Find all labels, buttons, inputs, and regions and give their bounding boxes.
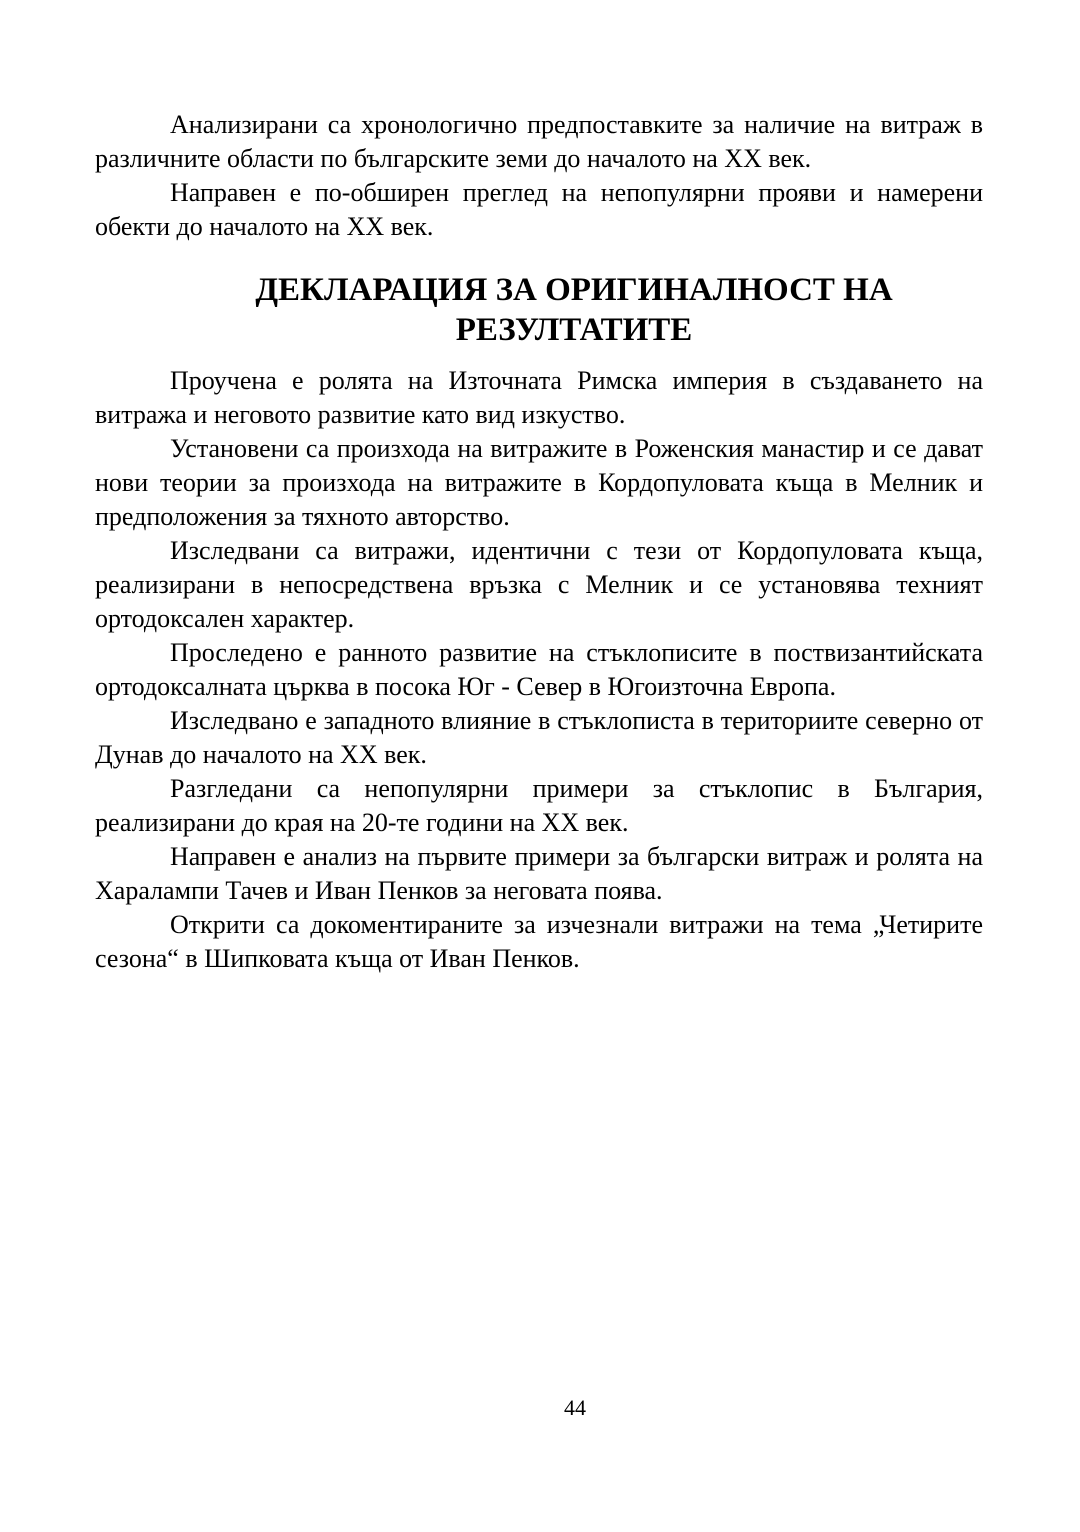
section-paragraph: Изследвани са витражи, идентични с тези от Кордопуловата къща, реализирани в непосредствена връзка с Мелник и се установява техният ортодоксален характер.	[95, 536, 983, 633]
section-heading-line: РЕЗУЛТАТИТЕ	[455, 312, 693, 348]
section-paragraph: Установени са произхода на витражите в Роженския манастир и се дават нови теории за произхода на витражите в Кордопуловата къща в Мелник и предположения за тяхното авторство.	[95, 434, 983, 531]
intro-paragraph: Анализирани са хронологично предпоставките за наличие на витраж в различните области по българските земи до началото на XX век.	[95, 110, 983, 173]
section-paragraph: Проследено е ранното развитие на стъклописите в поствизантийската ортодоксалната църква в посока Юг - Север в Югоизточна Европа.	[95, 638, 983, 701]
page-number: 44	[564, 1395, 586, 1420]
section-paragraph: Изследвано е западното влияние в стъклописта в териториите северно от Дунав до началото на XX век.	[95, 706, 983, 769]
intro-paragraph: Направен е по-обширен преглед на непопулярни прояви и намерени обекти до началото на XX век.	[95, 178, 983, 241]
section-heading	[95, 270, 983, 350]
section-paragraph: Проучена е ролята на Източната Римска империя в създаването на витража и неговото развитие като вид изкуство.	[95, 366, 983, 429]
section-paragraph: Разгледани са непопулярни примери за стъклопис в България, реализирани до края на 20-те години на XX век.	[95, 774, 983, 837]
document-page	[95, 108, 983, 976]
section-paragraph: Направен е анализ на първите примери за български витраж и ролята на Харалампи Тачев и Иван Пенков за неговата поява.	[95, 842, 983, 905]
section-paragraph: Открити са докоментираните за изчезнали витражи на тема „Четирите сезона“ в Шипковата къща от Иван Пенков.	[95, 910, 983, 973]
section-heading-line: ДЕКЛАРАЦИЯ ЗА ОРИГИНАЛНОСТ НА	[255, 272, 893, 308]
